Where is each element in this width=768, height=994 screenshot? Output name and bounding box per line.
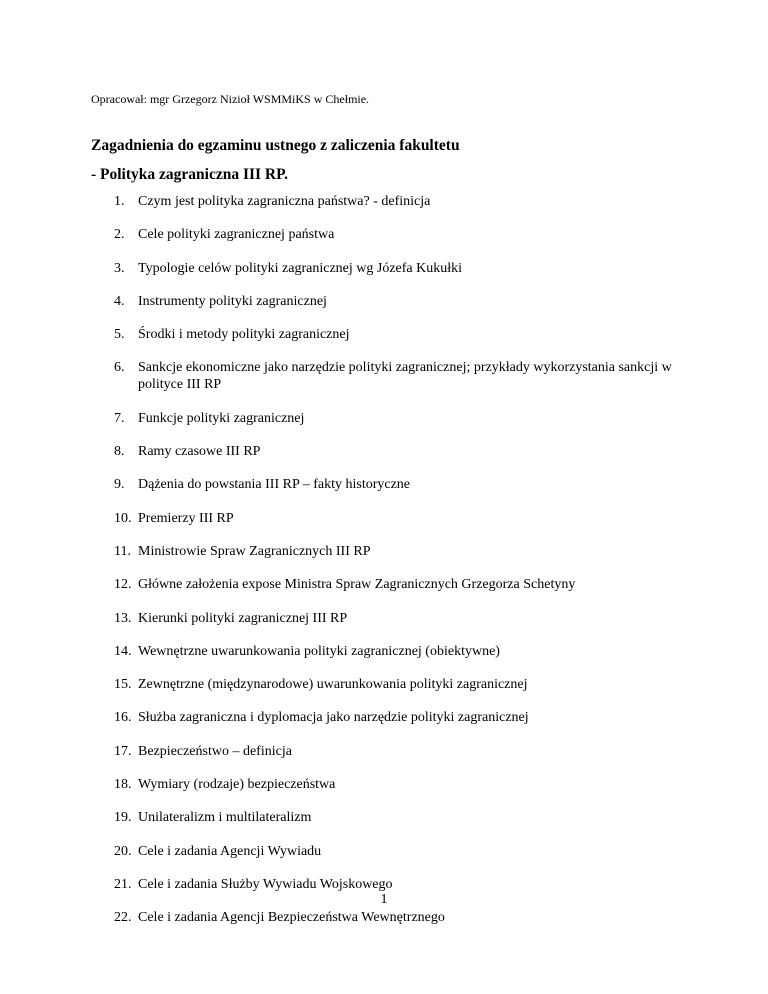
- list-item-text: Ramy czasowe III RP: [138, 444, 261, 460]
- list-item-text: Główne założenia expose Ministra Spraw Zagranicznych Grzegorza Schetyny: [138, 577, 576, 593]
- list-item: [114, 543, 694, 560]
- list-item-number: 9.: [114, 477, 125, 493]
- list-item-number: 4.: [114, 293, 125, 309]
- list-item-number: 12.: [114, 577, 132, 593]
- list-item: [114, 643, 694, 660]
- list-item-text: Wewnętrzne uwarunkowania polityki zagranicznej (obiektywne): [138, 643, 500, 659]
- list-item-number: 15.: [114, 677, 132, 693]
- list-item: [114, 843, 694, 860]
- list-item-number: 13.: [114, 610, 132, 626]
- list-item-text: Instrumenty polityki zagranicznej: [138, 293, 327, 309]
- list-item-text: Służba zagraniczna i dyplomacja jako narzędzie polityki zagranicznej: [138, 710, 529, 726]
- list-item-text: Sankcje ekonomiczne jako narzędzie polityki zagranicznej; przykłady wykorzystania sankcji w polityce III RP: [138, 360, 672, 393]
- list-item-text: Cele i zadania Agencji Wywiadu: [138, 843, 322, 859]
- list-item: [114, 443, 694, 460]
- list-item-number: 10.: [114, 510, 132, 526]
- list-item-text: Kierunki polityki zagranicznej III RP: [138, 610, 348, 626]
- list-item-number: 19.: [114, 810, 132, 826]
- list-item: [114, 193, 694, 210]
- list-item: [114, 576, 694, 593]
- list-item-number: 11.: [114, 543, 131, 559]
- list-item-number: 7.: [114, 410, 125, 426]
- list-item: [114, 476, 694, 493]
- list-item-text: Unilateralizm i multilateralizm: [138, 810, 312, 826]
- list-item-number: 17.: [114, 743, 132, 759]
- list-item-text: Dążenia do powstania III RP – fakty historyczne: [138, 477, 411, 493]
- list-item-text: Bezpieczeństwo – definicja: [138, 743, 292, 759]
- list-item: [114, 410, 694, 427]
- list-item: [114, 293, 694, 310]
- list-item-text: Zewnętrzne (międzynarodowe) uwarunkowania polityki zagranicznej: [138, 677, 528, 693]
- list-item-number: 16.: [114, 710, 132, 726]
- title-line-1: Zagadnienia do egzaminu ustnego z zaliczenia fakultetu: [91, 137, 460, 154]
- page-number: 1: [380, 892, 388, 907]
- list-item-number: 14.: [114, 643, 132, 659]
- list-item-text: Typologie celów polityki zagranicznej wg Józefa Kukułki: [138, 260, 463, 276]
- author-line: Opracował: mgr Grzegorz Nizioł WSMMiKS w Chełmie.: [91, 92, 370, 106]
- document-title: [91, 131, 460, 189]
- list-item-text: Cele i zadania Agencji Bezpieczeństwa Wewnętrznego: [138, 910, 445, 926]
- list-item: [114, 510, 694, 527]
- list-item-text: Środki i metody polityki zagranicznej: [138, 327, 350, 343]
- list-item-text: Cele i zadania Służby Wywiadu Wojskowego: [138, 876, 393, 892]
- list-item-number: 20.: [114, 843, 132, 859]
- list-item-number: 6.: [114, 360, 125, 376]
- topic-list: [114, 193, 694, 943]
- list-item: [114, 359, 694, 393]
- title-line-2: - Polityka zagraniczna III RP.: [91, 166, 289, 183]
- list-item-text: Funkcje polityki zagranicznej: [138, 410, 305, 426]
- list-item-number: 21.: [114, 876, 132, 892]
- list-item: [114, 260, 694, 277]
- list-item-number: 3.: [114, 260, 125, 276]
- list-item-number: 2.: [114, 227, 125, 243]
- list-item: [114, 226, 694, 243]
- list-item: [114, 326, 694, 343]
- list-item: [114, 776, 694, 793]
- list-item: [114, 676, 694, 693]
- list-item-number: 18.: [114, 777, 132, 793]
- list-item-number: 5.: [114, 327, 125, 343]
- list-item-text: Premierzy III RP: [138, 510, 234, 526]
- list-item-number: 8.: [114, 444, 125, 460]
- list-item-text: Wymiary (rodzaje) bezpieczeństwa: [138, 777, 336, 793]
- list-item: [114, 709, 694, 726]
- list-item: [114, 809, 694, 826]
- list-item-text: Cele polityki zagranicznej państwa: [138, 227, 335, 243]
- list-item: [114, 909, 694, 926]
- list-item-text: Ministrowie Spraw Zagranicznych III RP: [138, 543, 371, 559]
- list-item-number: 1.: [114, 194, 125, 209]
- list-item: [114, 743, 694, 760]
- list-item-text: Czym jest polityka zagraniczna państwa? - definicja: [138, 194, 431, 209]
- list-item-number: 22.: [114, 910, 132, 926]
- list-item: [114, 610, 694, 627]
